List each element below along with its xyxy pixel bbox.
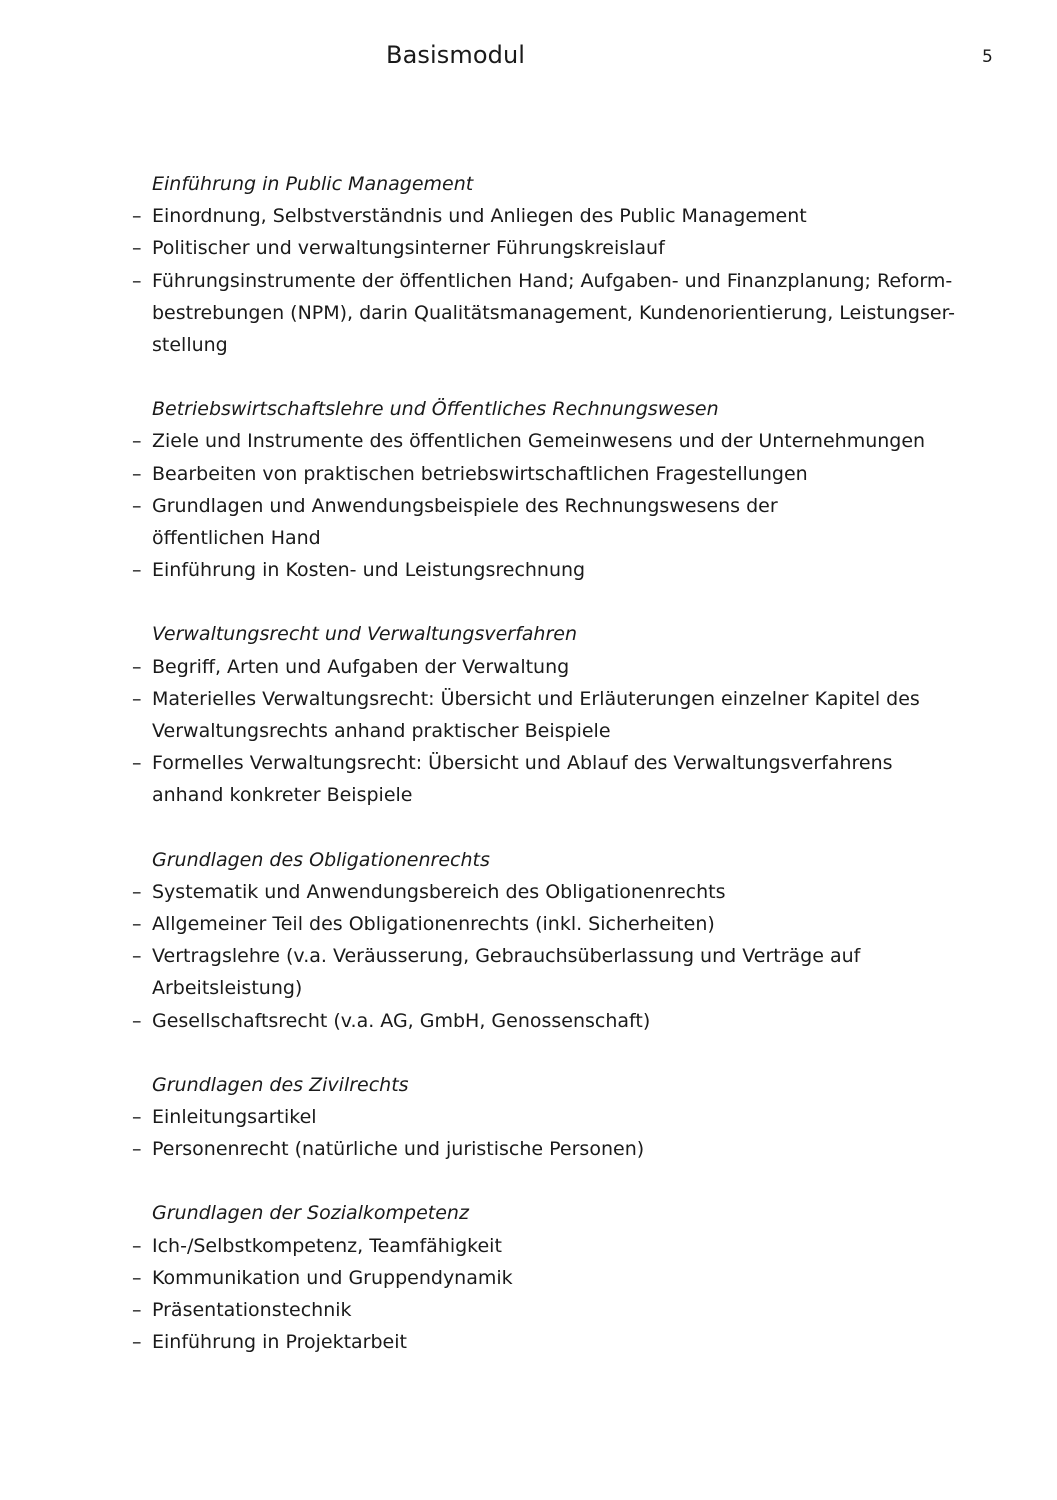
topic-list-item	[132, 1133, 962, 1165]
topic-text-line: – Politischer und verwaltungsinterner Führungskreislauf	[152, 237, 665, 260]
topic-text-line: stellung	[152, 334, 228, 357]
topic-list-item	[132, 1294, 962, 1326]
topic-list-item	[132, 554, 962, 586]
topic-text-line: – Einführung in Kosten- und Leistungsrechnung	[152, 559, 586, 582]
topic-list-item	[132, 747, 962, 811]
topic-list-item	[132, 651, 962, 683]
module-section	[132, 618, 982, 811]
module-section	[132, 844, 982, 1037]
topic-text-line: anhand konkreter Beispiele	[152, 784, 413, 807]
topic-list-item	[132, 458, 962, 490]
topic-text-line: – Materielles Verwaltungsrecht: Übersicht und Erläuterungen einzelner Kapitel des	[152, 687, 920, 710]
topic-text-line: – Kommunikation und Gruppendynamik	[152, 1266, 513, 1289]
topic-list-item	[132, 908, 962, 940]
topic-list	[132, 651, 982, 812]
section-title: Einführung in Public Management	[152, 173, 474, 195]
topic-text-line: – Ich-/Selbstkompetenz, Teamfähigkeit	[152, 1234, 502, 1257]
module-section	[132, 1197, 982, 1358]
topic-list	[132, 876, 982, 1037]
topic-text-line: – Systematik und Anwendungsbereich des Obligationenrechts	[152, 880, 726, 903]
topic-text-line: – Begriff, Arten und Aufgaben der Verwaltung	[152, 655, 570, 678]
page-number: 5	[982, 47, 993, 67]
module-section	[132, 168, 982, 361]
topic-text-line: – Personenrecht (natürliche und juristische Personen)	[152, 1138, 645, 1161]
topic-text-line: – Gesellschaftsrecht (v.a. AG, GmbH, Genossenschaft)	[152, 1009, 651, 1032]
topic-text-line: – Formelles Verwaltungsrecht: Übersicht und Ablauf des Verwaltungsverfahrens	[152, 752, 893, 775]
topic-list-item	[132, 876, 962, 908]
topic-list-item	[132, 1262, 962, 1294]
topic-list-item	[132, 425, 962, 457]
topic-text-line: Verwaltungsrechts anhand praktischer Beispiele	[152, 720, 611, 743]
topic-text-line: – Vertragslehre (v.a. Veräusserung, Gebrauchsüberlassung und Verträge auf	[152, 945, 861, 968]
section-title: Grundlagen des Zivilrechts	[152, 1073, 409, 1096]
section-title: Grundlagen der Sozialkompetenz	[152, 1202, 469, 1225]
topic-text-line: öffentlichen Hand	[152, 527, 321, 550]
topic-list-item	[132, 1230, 962, 1262]
topic-text-line: – Bearbeiten von praktischen betriebswirtschaftlichen Fragestellungen	[152, 462, 808, 485]
topic-text-line: – Einleitungsartikel	[152, 1106, 317, 1129]
module-section	[132, 1069, 982, 1166]
topic-text-line: – Allgemeiner Teil des Obligationenrechts (inkl. Sicherheiten)	[152, 913, 715, 936]
topic-text-line: Arbeitsleistung)	[152, 977, 303, 1000]
topic-list-item	[132, 1101, 962, 1133]
section-title: Betriebswirtschaftslehre und Öffentliches Rechnungswesen	[152, 398, 719, 421]
topic-text-line: – Einführung in Projektarbeit	[152, 1331, 407, 1354]
topic-list-item	[132, 683, 962, 747]
topic-text-line: – Ziele und Instrumente des öffentlichen Gemeinwesens und der Unternehmungen	[152, 430, 926, 453]
section-title: Verwaltungsrecht und Verwaltungsverfahren	[152, 623, 578, 646]
topic-list	[132, 200, 982, 361]
topic-list	[132, 1101, 982, 1165]
topic-text-line: – Einordnung, Selbstverständnis und Anliegen des Public Management	[152, 205, 807, 228]
topic-list	[132, 425, 982, 586]
topic-text-line: – Präsentationstechnik	[152, 1299, 352, 1322]
topic-list-item	[132, 1326, 962, 1358]
section-title: Grundlagen des Obligationenrechts	[152, 848, 490, 871]
topic-list-item	[132, 265, 962, 362]
topic-list-item	[132, 200, 962, 232]
module-section	[132, 393, 982, 586]
topic-list-item	[132, 1005, 962, 1037]
topic-list-item	[132, 940, 962, 1004]
topic-text-line: – Führungsinstrumente der öffentlichen Hand; Aufgaben- und Finanzplanung; Reform-	[152, 269, 953, 292]
topic-text-line: – Grundlagen und Anwendungsbeispiele des Rechnungswesens der	[152, 494, 778, 517]
page-title: Basismodul	[386, 41, 526, 69]
topic-list-item	[132, 490, 962, 554]
topic-text-line: bestrebungen (NPM), darin Qualitätsmanagement, Kundenorientierung, Leistungser-	[152, 301, 956, 324]
module-content	[132, 168, 982, 1391]
topic-list	[132, 1230, 982, 1359]
topic-list-item	[132, 232, 962, 264]
